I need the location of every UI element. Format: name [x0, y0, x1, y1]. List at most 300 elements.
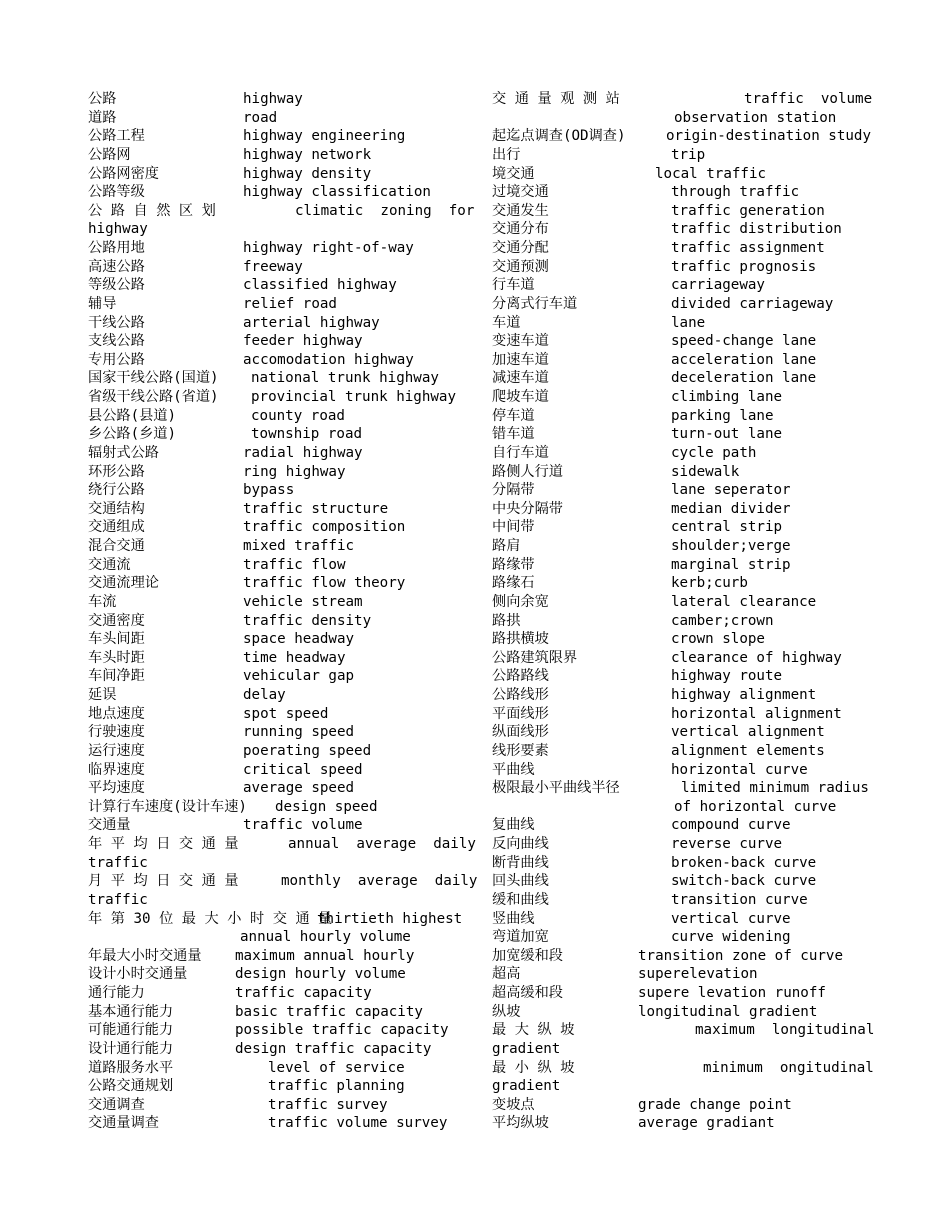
glossary-row [492, 593, 864, 612]
glossary-row [492, 500, 864, 519]
term-english: county road [251, 407, 345, 424]
glossary-row [492, 463, 864, 482]
term-english: climatic zoning for [295, 202, 475, 219]
glossary-row [88, 332, 460, 351]
glossary-row [88, 276, 460, 295]
term-english: grade change point [638, 1096, 792, 1113]
glossary-row [88, 425, 460, 444]
term-english: minimum ongitudinal [703, 1059, 874, 1076]
term-chinese: 缓和曲线 [492, 891, 549, 908]
term-chinese: 境交通 [492, 165, 535, 182]
term-english: traffic density [243, 612, 372, 629]
term-chinese: 通行能力 [88, 985, 145, 1001]
glossary-row [492, 425, 864, 444]
glossary-row [492, 407, 864, 426]
glossary-row [492, 910, 864, 929]
glossary-row [492, 295, 864, 314]
term-english: average speed [243, 780, 355, 797]
glossary-row [492, 574, 864, 593]
term-chinese: 公路路线 [492, 668, 549, 685]
term-chinese: 超高 [492, 966, 521, 983]
term-english: longitudinal gradient [638, 1003, 818, 1020]
term-chinese: 极限最小平曲线半径 [492, 780, 620, 797]
glossary-row [492, 761, 864, 780]
term-english: highway alignment [671, 687, 817, 703]
glossary-row [492, 537, 864, 556]
term-chinese: 交通组成 [88, 519, 145, 536]
glossary-row [492, 314, 864, 333]
term-english: horizontal curve [671, 761, 808, 778]
glossary-row [88, 1114, 460, 1133]
term-chinese: 国家干线公路(国道) [88, 370, 219, 387]
term-english: horizontal alignment [671, 705, 842, 722]
term-english-continued: traffic [88, 891, 148, 908]
term-chinese: 车流 [88, 593, 117, 610]
glossary-row [88, 779, 460, 798]
term-chinese: 加速车道 [492, 351, 549, 368]
glossary-row [88, 481, 460, 500]
term-english: basic traffic capacity [235, 1003, 423, 1020]
glossary-row [492, 239, 864, 258]
term-english: divided carriageway [671, 295, 834, 312]
term-english: lane seperator [671, 482, 791, 499]
term-chinese: 高速公路 [88, 258, 145, 275]
term-chinese: 路拱横坡 [492, 631, 549, 648]
term-english: median divider [671, 500, 791, 517]
glossary-row [88, 295, 460, 314]
term-english: origin-destination study [666, 128, 871, 145]
term-english: provincial trunk highway [251, 389, 456, 405]
term-english: crown slope [671, 631, 765, 648]
term-chinese: 交通流 [88, 556, 131, 573]
glossary-row [88, 686, 460, 705]
glossary-row [88, 1096, 460, 1115]
term-english: alignment elements [671, 742, 825, 759]
glossary-row [492, 816, 864, 835]
term-english: vehicle stream [243, 593, 363, 610]
term-english: maximum annual hourly [235, 947, 415, 964]
term-chinese: 侧向余宽 [492, 593, 549, 610]
glossary-row [492, 1003, 864, 1022]
term-english: traffic volume [243, 817, 363, 834]
glossary-row [88, 556, 460, 575]
glossary-row [492, 444, 864, 463]
term-english: spot speed [243, 705, 329, 722]
glossary-row [88, 798, 460, 817]
term-chinese: 公路 [88, 91, 117, 107]
term-english: traffic generation [671, 202, 825, 219]
term-english: township road [251, 426, 363, 443]
term-english: critical speed [243, 761, 363, 778]
glossary-row [88, 351, 460, 370]
glossary-row [492, 630, 864, 649]
glossary-row [88, 835, 476, 854]
term-english: highway classification [243, 184, 431, 201]
glossary-row [88, 742, 460, 761]
term-chinese: 变速车道 [492, 333, 549, 350]
term-chinese: 年最大小时交通量 [88, 947, 202, 964]
glossary-row [88, 146, 460, 165]
term-chinese: 公路网密度 [88, 165, 159, 182]
term-english: bypass [243, 482, 295, 499]
glossary-row [88, 705, 460, 724]
glossary-row [88, 407, 460, 426]
term-chinese: 车头时距 [88, 649, 145, 666]
glossary-row [492, 127, 871, 146]
term-chinese: 公路建筑限界 [492, 649, 578, 666]
term-english: traffic prognosis [671, 258, 817, 275]
term-chinese: 交通量调查 [88, 1115, 159, 1132]
term-english: vehicular gap [243, 668, 355, 685]
term-english: superelevation [638, 966, 758, 983]
glossary-row [492, 1114, 864, 1133]
term-chinese: 车道 [492, 314, 521, 331]
term-chinese: 平均纵坡 [492, 1115, 549, 1132]
glossary-row [492, 779, 869, 798]
term-english: accomodation highway [243, 351, 414, 368]
term-chinese: 路缘石 [492, 575, 535, 592]
glossary-row [88, 165, 460, 184]
term-english: traffic composition [243, 519, 406, 536]
term-chinese: 超高缓和段 [492, 985, 563, 1001]
term-english: supere levation runoff [638, 985, 826, 1001]
glossary-row [492, 1077, 864, 1096]
term-chinese: 干线公路 [88, 314, 145, 331]
term-english: clearance of highway [671, 649, 842, 666]
term-chinese: 交通量 [88, 817, 131, 834]
term-chinese: 交通预测 [492, 258, 549, 275]
term-chinese: 省级干线公路(省道) [88, 389, 219, 405]
term-english: feeder highway [243, 333, 363, 350]
glossary-row [88, 1059, 460, 1078]
term-chinese: 路拱 [492, 612, 521, 629]
glossary-row [492, 798, 864, 817]
glossary-row [492, 947, 864, 966]
term-english: lateral clearance [671, 593, 817, 610]
right-column [492, 90, 875, 1133]
term-chinese: 延误 [88, 687, 117, 703]
term-chinese: 公 路 自 然 区 划 [88, 202, 216, 219]
term-chinese: 起迄点调查(OD调查) [492, 128, 626, 145]
term-chinese: 分隔带 [492, 482, 535, 499]
term-english: limited minimum radius [681, 780, 869, 797]
term-english: sidewalk [671, 463, 740, 480]
term-english: local traffic [655, 165, 767, 182]
glossary-row [88, 965, 460, 984]
term-english: transition curve [671, 891, 808, 908]
term-english: poerating speed [243, 742, 372, 759]
term-english: highway route [671, 668, 783, 685]
term-english: national trunk highway [251, 370, 439, 387]
term-english: compound curve [671, 817, 791, 834]
term-chinese: 停车道 [492, 407, 535, 424]
term-english: traffic volume [744, 91, 873, 107]
glossary-row [492, 183, 864, 202]
term-english: annual average daily [288, 836, 476, 852]
term-chinese: 县公路(县道) [88, 407, 177, 424]
glossary-row [492, 854, 864, 873]
term-chinese: 可能通行能力 [88, 1022, 174, 1039]
glossary-row [492, 90, 873, 109]
glossary-row [492, 723, 864, 742]
glossary-row [492, 481, 864, 500]
term-chinese: 中央分隔带 [492, 500, 563, 517]
term-english: delay [243, 687, 286, 703]
term-chinese: 公路工程 [88, 128, 145, 145]
term-english-continued: annual hourly volume [240, 929, 411, 946]
term-chinese: 交通结构 [88, 500, 145, 517]
term-english: switch-back curve [671, 873, 817, 890]
glossary-row [492, 1096, 864, 1115]
glossary-row [492, 351, 864, 370]
term-chinese: 平面线形 [492, 705, 549, 722]
term-english: level of service [268, 1059, 405, 1076]
term-english: design speed [275, 798, 378, 815]
term-english: traffic survey [268, 1096, 388, 1113]
term-chinese: 交通分配 [492, 240, 549, 256]
term-chinese: 临界速度 [88, 761, 145, 778]
term-english: traffic planning [268, 1078, 405, 1095]
term-chinese: 等级公路 [88, 277, 145, 294]
term-chinese: 公路用地 [88, 240, 145, 256]
term-english: turn-out lane [671, 426, 783, 443]
term-chinese: 出行 [492, 146, 521, 163]
glossary-row [492, 220, 864, 239]
glossary-row [88, 947, 460, 966]
term-english: road [243, 109, 278, 126]
term-chinese: 公路等级 [88, 184, 145, 201]
term-english: traffic distribution [671, 221, 842, 238]
term-chinese: 设计小时交通量 [88, 966, 188, 983]
term-chinese: 复曲线 [492, 817, 535, 834]
term-english: speed-change lane [671, 333, 817, 350]
glossary-row [492, 258, 864, 277]
glossary-row [492, 332, 864, 351]
term-chinese: 公路线形 [492, 687, 549, 703]
glossary-row [492, 891, 864, 910]
term-chinese: 车间净距 [88, 668, 145, 685]
glossary-row [88, 1077, 460, 1096]
glossary-row [88, 258, 460, 277]
term-chinese: 设计通行能力 [88, 1040, 174, 1057]
term-english: traffic capacity [235, 985, 372, 1001]
term-english-continued: highway [88, 221, 148, 238]
term-english: design hourly volume [235, 966, 406, 983]
term-chinese: 纵面线形 [492, 724, 549, 741]
glossary-row [88, 183, 460, 202]
term-chinese: 交通调查 [88, 1096, 145, 1113]
term-english: ring highway [243, 463, 346, 480]
glossary-row [492, 369, 864, 388]
term-english-continued: observation station [674, 109, 837, 126]
term-english: trip [671, 146, 706, 163]
term-english: relief road [243, 295, 337, 312]
term-chinese: 平均速度 [88, 780, 145, 797]
term-english: central strip [671, 519, 783, 536]
glossary-row [492, 1021, 875, 1040]
term-chinese: 辅导 [88, 295, 117, 312]
term-english: running speed [243, 724, 355, 741]
term-chinese: 专用公路 [88, 351, 145, 368]
term-english: classified highway [243, 277, 397, 294]
term-english: average gradiant [638, 1115, 775, 1132]
term-chinese: 路肩 [492, 538, 521, 554]
term-english: shoulder;verge [671, 538, 791, 554]
glossary-row [88, 314, 460, 333]
glossary-row [88, 1040, 460, 1059]
term-english: kerb;curb [671, 575, 748, 592]
term-chinese: 支线公路 [88, 333, 145, 350]
term-english: marginal strip [671, 556, 791, 573]
term-chinese: 交 通 量 观 测 站 [492, 91, 620, 107]
glossary-row [492, 612, 864, 631]
term-chinese: 计算行车速度(设计车速) [88, 798, 247, 815]
term-chinese: 辐射式公路 [88, 444, 159, 461]
term-chinese: 环形公路 [88, 463, 145, 480]
term-english: parking lane [671, 407, 774, 424]
glossary-row [88, 910, 463, 929]
glossary-row [492, 146, 864, 165]
glossary-row [88, 388, 460, 407]
term-chinese: 错车道 [492, 426, 535, 443]
term-chinese: 道路 [88, 109, 117, 126]
glossary-row [492, 667, 864, 686]
term-english: camber;crown [671, 612, 774, 629]
term-chinese: 公路交通规划 [88, 1078, 174, 1095]
glossary-row [88, 593, 460, 612]
term-english: monthly average daily [281, 873, 478, 890]
glossary-row [88, 537, 460, 556]
term-chinese: 交通发生 [492, 202, 549, 219]
glossary-row [88, 1003, 460, 1022]
glossary-row [492, 835, 864, 854]
term-english: highway network [243, 146, 372, 163]
term-chinese: 加宽缓和段 [492, 947, 563, 964]
term-chinese: 路侧人行道 [492, 463, 563, 480]
glossary-row [88, 518, 460, 537]
term-chinese: 年 第 30 位 最 大 小 时 交 通 量 [88, 910, 333, 927]
glossary-row [88, 723, 460, 742]
glossary-row [88, 463, 460, 482]
term-english: reverse curve [671, 836, 783, 852]
glossary-row [492, 556, 864, 575]
term-english: maximum longitudinal [695, 1022, 875, 1039]
term-chinese: 地点速度 [88, 705, 145, 722]
glossary-row [88, 816, 460, 835]
term-chinese: 纵坡 [492, 1003, 521, 1020]
term-english-continued: of horizontal curve [674, 798, 837, 815]
glossary-row [88, 612, 460, 631]
term-english: highway right-of-way [243, 240, 414, 256]
term-english: lane [671, 314, 706, 331]
glossary-row [88, 928, 460, 947]
term-english: curve widening [671, 929, 791, 946]
term-english: transition zone of curve [638, 947, 843, 964]
term-chinese: 弯道加宽 [492, 929, 549, 946]
term-chinese: 减速车道 [492, 370, 549, 387]
term-english: traffic volume survey [268, 1115, 448, 1132]
glossary-row [492, 649, 864, 668]
term-chinese: 爬坡车道 [492, 389, 549, 405]
glossary-row [88, 649, 460, 668]
glossary-row [492, 165, 864, 184]
term-english: radial highway [243, 444, 363, 461]
glossary-row [88, 444, 460, 463]
term-chinese: 反向曲线 [492, 836, 549, 852]
glossary-row [492, 742, 864, 761]
term-chinese: 运行速度 [88, 742, 145, 759]
term-english: through traffic [671, 184, 800, 201]
term-chinese: 车头间距 [88, 631, 145, 648]
term-english: highway engineering [243, 128, 406, 145]
term-english-continued: traffic [88, 854, 148, 871]
glossary-row [492, 686, 864, 705]
term-english: vertical curve [671, 910, 791, 927]
term-chinese: 交通分布 [492, 221, 549, 238]
term-english: time headway [243, 649, 346, 666]
glossary-row [492, 109, 864, 128]
term-chinese: 自行车道 [492, 444, 549, 461]
term-english: cycle path [671, 444, 757, 461]
term-english: thirtieth highest [317, 910, 463, 927]
glossary-row [492, 928, 864, 947]
term-english: vertical alignment [671, 724, 825, 741]
term-english: acceleration lane [671, 351, 817, 368]
glossary-row [88, 220, 460, 239]
term-english: broken-back curve [671, 854, 817, 871]
term-chinese: 中间带 [492, 519, 535, 536]
glossary-row [88, 761, 460, 780]
term-english: design traffic capacity [235, 1040, 432, 1057]
glossary-row [88, 109, 460, 128]
term-english: deceleration lane [671, 370, 817, 387]
glossary-row [88, 500, 460, 519]
term-english: carriageway [671, 277, 765, 294]
glossary-row [492, 705, 864, 724]
glossary-row [492, 984, 864, 1003]
glossary-row [88, 574, 460, 593]
glossary-row [88, 854, 460, 873]
term-english: traffic flow theory [243, 575, 406, 592]
term-chinese: 平曲线 [492, 761, 535, 778]
term-chinese: 基本通行能力 [88, 1003, 174, 1020]
term-english: freeway [243, 258, 303, 275]
term-chinese: 最 大 纵 坡 [492, 1022, 575, 1039]
glossary-row [88, 891, 460, 910]
glossary-row [88, 1021, 460, 1040]
glossary-row [492, 518, 864, 537]
term-chinese: 路缘带 [492, 556, 535, 573]
glossary-row [492, 388, 864, 407]
term-english: highway density [243, 165, 372, 182]
glossary-row [492, 276, 864, 295]
term-chinese: 乡公路(乡道) [88, 426, 177, 443]
term-english: space headway [243, 631, 355, 648]
term-chinese: 过境交通 [492, 184, 549, 201]
glossary-row [88, 872, 478, 891]
glossary-row [88, 667, 460, 686]
term-english: traffic structure [243, 500, 389, 517]
term-english: arterial highway [243, 314, 380, 331]
glossary-row [88, 202, 475, 221]
term-chinese: 分离式行车道 [492, 295, 578, 312]
glossary-row [492, 1059, 874, 1078]
glossary-row [492, 872, 864, 891]
term-chinese: 回头曲线 [492, 873, 549, 890]
term-english-continued: gradient [492, 1078, 561, 1095]
term-chinese: 公路网 [88, 146, 131, 163]
term-english-continued: gradient [492, 1040, 561, 1057]
